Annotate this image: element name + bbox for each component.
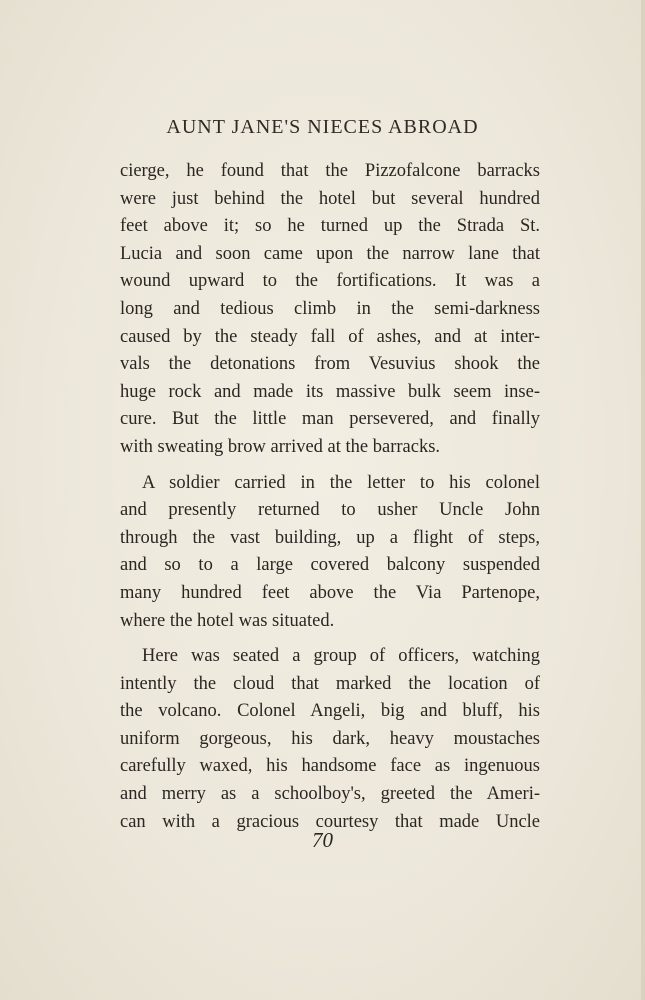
text-line: A soldier carried in the letter to his colonel xyxy=(142,472,540,493)
text-line: cierge, he found that the Pizzofalcone barracks xyxy=(120,161,540,181)
paragraph xyxy=(120,470,540,636)
text-line: uniform gorgeous, his dark, heavy moustaches xyxy=(120,728,540,749)
text-line: cure. But the little man persevered, and finally xyxy=(120,409,540,430)
paragraph xyxy=(120,158,540,462)
text-line: and so to a large covered balcony suspended xyxy=(120,555,540,576)
text-line: intently the cloud that marked the location of xyxy=(120,673,540,694)
text-line: Lucia and soon came upon the narrow lane that xyxy=(120,243,540,264)
text-line: vals the detonations from Vesuvius shook the xyxy=(120,354,540,375)
text-line: feet above it; so he turned up the Strada St. xyxy=(120,216,540,237)
page-number: 70 xyxy=(312,828,333,852)
text-line: the volcano. Colonel Angeli, big and bluff, his xyxy=(120,701,540,722)
text-line: huge rock and made its massive bulk seem inse- xyxy=(120,381,540,402)
text-line: were just behind the hotel but several hundred xyxy=(120,188,540,209)
text-line: long and tedious climb in the semi-darkness xyxy=(120,298,540,319)
text-line: through the vast building, up a flight of steps, xyxy=(120,527,540,548)
text-line: and merry as a schoolboy's, greeted the Ameri- xyxy=(120,784,540,805)
paragraph xyxy=(120,643,540,836)
text-line: wound upward to the fortifications. It was a xyxy=(120,271,540,292)
text-line: carefully waxed, his handsome face as ingenuous xyxy=(120,756,540,777)
text-line: many hundred feet above the Via Partenope, xyxy=(120,582,540,603)
text-line: and presently returned to usher Uncle John xyxy=(120,500,540,521)
paragraph-gap xyxy=(120,635,540,643)
text-line: where the hotel was situated. xyxy=(120,610,335,631)
paragraph-gap xyxy=(120,462,540,470)
text-line: with sweating brow arrived at the barracks. xyxy=(120,436,441,457)
text-line: caused by the steady fall of ashes, and at inter- xyxy=(120,326,540,347)
text-line: Here was seated a group of officers, watching xyxy=(142,646,540,667)
running-head: AUNT JANE'S NIECES ABROAD xyxy=(166,116,479,138)
text-line: can with a gracious courtesy that made Uncle xyxy=(120,811,540,832)
body-text xyxy=(120,158,540,836)
